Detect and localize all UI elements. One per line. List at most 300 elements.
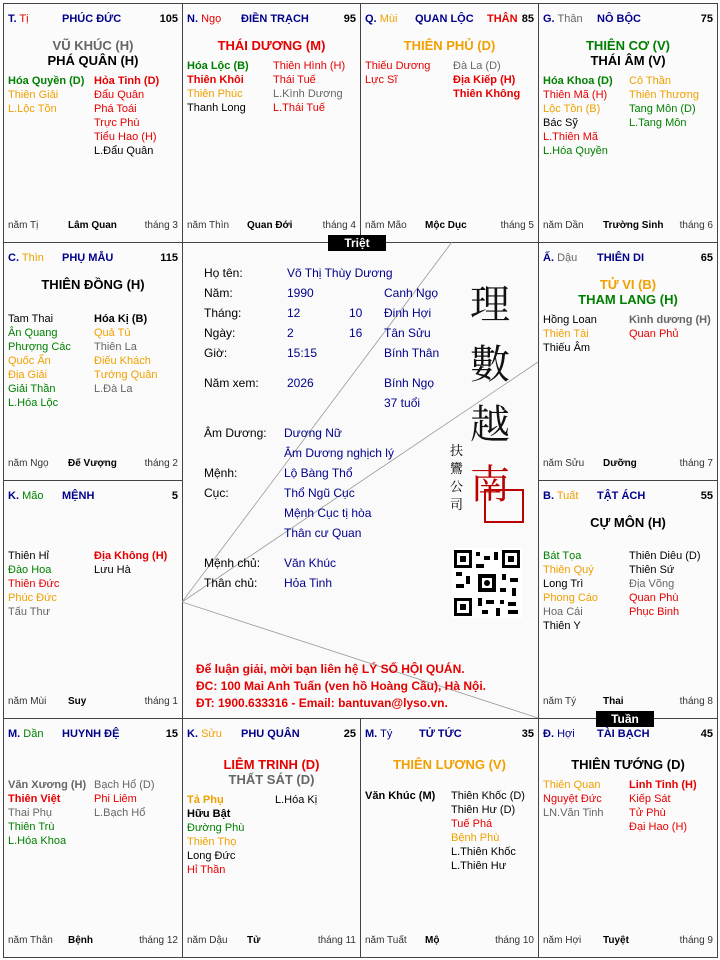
minor-star: Tử Phù <box>629 807 666 819</box>
ngay-can-chi: Tân Sửu <box>384 326 431 340</box>
palace-header <box>543 252 713 266</box>
minor-stars-right <box>94 312 158 396</box>
main-star: PHÁ QUÂN (H) <box>47 53 139 68</box>
minor-star: Hóa Lộc (B) <box>187 60 249 72</box>
minor-star: Tuế Phá <box>451 818 493 830</box>
am-duong-note: Âm Dương nghịch lý <box>284 446 394 460</box>
logo-side-text: 扶 鸞 公 司 <box>450 444 464 513</box>
stem-branch <box>187 728 222 740</box>
heavenly-stem: C. <box>8 252 19 264</box>
nam-value: 1990 <box>287 286 314 300</box>
main-star: THIÊN CƠ (V) <box>585 38 671 53</box>
month-label: tháng 5 <box>500 220 534 231</box>
minor-stars-right <box>94 74 159 158</box>
age-number: 25 <box>343 728 356 740</box>
ngay-label: Ngày: <box>204 326 236 340</box>
minor-star: Thiên Quý <box>543 564 594 576</box>
minor-star: Kiếp Sát <box>629 793 671 805</box>
earthly-branch: Mùi <box>379 13 398 25</box>
minor-stars-left <box>543 549 598 633</box>
minor-star: Hồng Loan <box>543 314 597 326</box>
minor-star: Thiếu Âm <box>543 342 591 354</box>
menh-chu-label: Mệnh chủ: <box>204 556 261 570</box>
month-label: tháng 2 <box>144 458 178 469</box>
than-chu-value: Hỏa Tinh <box>284 576 333 590</box>
palace-l2[interactable] <box>3 242 183 481</box>
month-label: tháng 3 <box>144 220 178 231</box>
house-name: TẬT ÁCH <box>597 490 646 502</box>
minor-star: Đường Phù <box>187 822 245 834</box>
main-star: LIÊM TRINH (D) <box>223 757 320 772</box>
minor-star: L.Hóa Lộc <box>8 397 59 409</box>
minor-star: Hóa Quyền (D) <box>8 75 85 87</box>
age-number: 105 <box>159 13 178 25</box>
main-star: CỰ MÔN (H) <box>590 515 666 530</box>
palace-footer <box>543 220 713 234</box>
stem-branch <box>365 728 392 740</box>
minor-star: Phong Cáo <box>543 592 599 604</box>
truong-sinh-stage: Lâm Quan <box>68 220 117 231</box>
year-label: năm Tị <box>8 220 39 231</box>
logo-char-4: 南 <box>470 462 510 508</box>
minor-star: L.Hóa Quyền <box>543 145 608 157</box>
month-label: tháng 10 <box>495 935 534 946</box>
palace-footer <box>365 220 534 234</box>
palace-r3[interactable] <box>538 480 718 719</box>
thang-can-chi: Đinh Hợi <box>384 306 432 320</box>
cuc-label: Cục: <box>204 486 229 500</box>
minor-star: L.Thiên Hư <box>451 860 507 872</box>
minor-stars-left <box>365 59 430 87</box>
year-label: năm Thìn <box>187 220 230 231</box>
heavenly-stem: M. <box>365 728 378 740</box>
house-name: NÔ BỘC <box>597 13 641 25</box>
minor-star: Thiên Hỉ <box>8 550 49 562</box>
earthly-branch: Thìn <box>21 252 44 264</box>
minor-stars-left <box>543 313 597 355</box>
minor-star: L.Hóa Kị <box>275 794 318 806</box>
minor-star: L.Thái Tuế <box>273 102 325 114</box>
minor-star: Thiên Không <box>453 88 521 100</box>
palace-header <box>543 13 713 27</box>
house-name: THIÊN DI <box>597 252 645 264</box>
stem-branch <box>187 13 221 25</box>
age-number: 65 <box>700 252 713 264</box>
age-number: 55 <box>700 490 713 502</box>
age-number: 35 <box>521 728 534 740</box>
month-label: tháng 1 <box>144 696 178 707</box>
year-label: năm Ngọ <box>8 458 49 469</box>
minor-star: Hỏa Tinh (D) <box>94 75 160 87</box>
minor-star: Hỉ Thần <box>187 864 226 876</box>
palace-footer <box>8 458 178 472</box>
menh-chu-value: Văn Khúc <box>284 556 337 570</box>
minor-star: Thiên Hư (D) <box>451 804 516 816</box>
truong-sinh-stage: Thai <box>603 696 624 707</box>
minor-star: Thiên Diêu (D) <box>629 550 701 562</box>
minor-stars-left <box>187 59 249 115</box>
palace-footer <box>187 935 356 949</box>
truong-sinh-stage: Mộ <box>425 935 440 946</box>
tuoi-value: 37 tuổi <box>384 396 421 410</box>
main-star: VŨ KHÚC (H) <box>52 38 134 53</box>
year-label: năm Mùi <box>8 696 47 707</box>
month-label: tháng 4 <box>322 220 356 231</box>
palace-footer <box>543 458 713 472</box>
minor-stars-left <box>8 778 86 848</box>
minor-star: Tấu Thư <box>8 606 51 618</box>
minor-star: Thiên Tài <box>543 328 589 340</box>
palace-header <box>8 728 178 742</box>
minor-star: Thiên Sứ <box>629 564 675 576</box>
earthly-branch: Tý <box>380 728 393 740</box>
minor-star: Thiên Giải <box>8 89 59 101</box>
palace-footer <box>365 935 534 949</box>
minor-star: Hữu Bật <box>187 808 231 820</box>
minor-star: Quan Phù <box>629 592 679 604</box>
truong-sinh-stage: Bệnh <box>68 935 93 946</box>
minor-star: Thiên Phúc <box>187 88 243 100</box>
age-number: 75 <box>700 13 713 25</box>
palace-footer <box>543 696 713 710</box>
truong-sinh-stage: Trường Sinh <box>603 220 664 231</box>
earthly-branch: Tị <box>19 13 29 25</box>
gio-label: Giờ: <box>204 346 228 360</box>
palace-footer <box>8 220 178 234</box>
minor-stars-right <box>453 59 520 101</box>
minor-star: Thiên Hình (H) <box>273 60 346 72</box>
heavenly-stem: G. <box>543 13 555 25</box>
house-name: MỆNH <box>62 490 95 502</box>
minor-star: Tam Thai <box>8 313 54 325</box>
minor-star: Thai Phụ <box>8 807 53 819</box>
minor-star: Long Trì <box>543 578 584 590</box>
minor-star: L.Đà La <box>94 383 133 395</box>
year-label: năm Dần <box>543 220 584 231</box>
am-duong-value: Dương Nữ <box>284 426 342 440</box>
main-star: THAM LANG (H) <box>578 292 678 307</box>
am-duong-label: Âm Dương: <box>204 426 267 440</box>
house-name: TÀI BẠCH <box>597 728 650 740</box>
minor-star: Phượng Các <box>8 341 71 353</box>
nam-xem-label: Năm xem: <box>204 376 259 390</box>
minor-star: Lộc Tồn (B) <box>543 103 601 115</box>
stem-branch <box>543 13 583 25</box>
than-chu-label: Thân chủ: <box>204 576 258 590</box>
logo-char-1: 理 <box>470 282 510 328</box>
month-label: tháng 11 <box>317 935 356 946</box>
heavenly-stem: Đ. <box>543 728 554 740</box>
main-star: THẤT SÁT (D) <box>228 772 315 787</box>
main-star: THÁI DƯƠNG (M) <box>217 38 326 53</box>
tuan-tag: Tuần <box>596 711 654 727</box>
palace-b3[interactable] <box>360 718 539 958</box>
palace-header <box>365 13 534 27</box>
minor-stars-left <box>8 74 84 116</box>
minor-star: Thanh Long <box>187 102 246 114</box>
palace-l3[interactable] <box>3 480 183 719</box>
minor-star: Thiên Việt <box>8 793 61 805</box>
nam-xem-can-chi: Bính Ngọ <box>384 376 435 390</box>
truong-sinh-stage: Mộc Dục <box>425 220 467 231</box>
year-label: năm Mão <box>365 220 407 231</box>
minor-star: Thiên La <box>94 341 137 353</box>
minor-star: Thiên Đức <box>8 578 60 590</box>
minor-star: LN.Văn Tinh <box>543 807 604 819</box>
minor-star: Địa Võng <box>629 578 675 590</box>
minor-star: Tướng Quân <box>94 369 158 381</box>
heavenly-stem: T. <box>8 13 17 25</box>
menh-label: Mệnh: <box>204 466 238 480</box>
contact-address: ĐC: 100 Mai Anh Tuấn (ven hồ Hoàng Cầu), Hà Nội. <box>196 679 487 693</box>
minor-stars-left <box>187 793 244 877</box>
minor-star: L.Hóa Khoa <box>8 835 67 847</box>
stem-branch <box>8 490 43 502</box>
earthly-branch: Mão <box>22 490 44 502</box>
minor-star: Thiên Y <box>543 620 581 632</box>
truong-sinh-stage: Quan Đới <box>247 220 293 231</box>
truong-sinh-stage: Dưỡng <box>603 458 637 469</box>
minor-star: Linh Tinh (H) <box>629 779 697 791</box>
main-star: TỬ VI (B) <box>599 277 657 292</box>
minor-stars-right <box>451 789 525 873</box>
minor-star: Trực Phù <box>94 117 140 129</box>
gio-can-chi: Bính Thân <box>384 346 440 360</box>
palace-header <box>187 728 356 742</box>
minor-star: Đẩu Quân <box>94 89 145 101</box>
minor-stars-right <box>629 313 711 341</box>
minor-star: Điếu Khách <box>94 355 151 367</box>
than-marker: THÂN <box>487 13 518 25</box>
minor-star: L.Thiên Khốc <box>451 846 516 858</box>
minor-star: Địa Giải <box>8 369 48 381</box>
age-number: 85 <box>521 13 534 25</box>
palace-bl[interactable] <box>3 718 183 958</box>
minor-star: Quả Tú <box>94 327 131 339</box>
month-label: tháng 12 <box>139 935 178 946</box>
minor-star: L.Thiên Mã <box>543 131 599 143</box>
house-name: PHU QUÂN <box>241 728 300 740</box>
minor-star: Hóa Khoa (D) <box>543 75 613 87</box>
minor-star: Thiếu Dương <box>365 60 431 72</box>
earthly-branch: Tuất <box>556 490 579 502</box>
minor-star: Lực Sĩ <box>365 74 398 86</box>
contact-line-1: Để luận giải, mời bạn liên hệ LÝ SỐ HỘI QUÁN. <box>196 662 465 676</box>
ho-ten-label: Họ tên: <box>204 266 243 280</box>
thang-label: Tháng: <box>204 306 242 320</box>
contact-phone-email[interactable]: ĐT: 1900.633316 - Email: bantuvan@lyso.vn. <box>196 696 448 710</box>
minor-stars-left <box>365 789 435 803</box>
house-name: PHỤ MẪU <box>62 252 114 264</box>
month-label: tháng 7 <box>679 458 713 469</box>
minor-star: Phúc Đức <box>8 592 57 604</box>
nam-can-chi: Canh Ngọ <box>384 286 439 300</box>
nam-label: Năm: <box>204 286 233 300</box>
minor-star: Bạch Hổ (D) <box>94 779 155 791</box>
minor-stars-right <box>94 549 167 577</box>
palace-br[interactable] <box>538 718 718 958</box>
month-label: tháng 9 <box>679 935 713 946</box>
age-number: 15 <box>165 728 178 740</box>
minor-star: Hoa Cái <box>543 606 583 618</box>
main-star: THIÊN PHỦ (D) <box>403 38 496 53</box>
minor-star: Thái Tuế <box>273 74 316 86</box>
minor-star: Phá Toái <box>94 103 137 115</box>
minor-stars-right <box>629 549 701 619</box>
earthly-branch: Sửu <box>201 728 222 740</box>
palace-header <box>8 13 178 27</box>
minor-stars-left <box>8 312 71 410</box>
house-name: TỬ TỨC <box>419 728 462 740</box>
minor-stars-left <box>8 549 59 619</box>
palace-tl[interactable] <box>3 3 183 243</box>
minor-star: Thiên Khốc (D) <box>451 790 525 802</box>
minor-star: Quốc Ấn <box>8 355 51 367</box>
house-name: PHÚC ĐỨC <box>62 13 122 25</box>
house-name: ĐIỀN TRẠCH <box>241 13 309 25</box>
stem-branch <box>365 13 397 25</box>
minor-stars-left <box>543 74 613 158</box>
palace-t2[interactable] <box>182 3 361 243</box>
year-label: năm Thân <box>8 935 53 946</box>
earthly-branch: Thân <box>557 13 583 25</box>
qr-code-icon[interactable] <box>452 548 522 618</box>
cuc-value: Thổ Ngũ Cục <box>284 486 355 500</box>
stem-branch <box>543 728 575 740</box>
palace-t3[interactable] <box>360 3 539 243</box>
truong-sinh-stage: Đế Vượng <box>68 458 117 469</box>
palace-header <box>187 13 356 27</box>
heavenly-stem: B. <box>543 490 554 502</box>
minor-star: Kình dương (H) <box>629 314 711 326</box>
year-label: năm Hợi <box>543 935 582 946</box>
main-star: THIÊN ĐỒNG (H) <box>41 277 145 292</box>
minor-star: Cô Thần <box>629 75 671 87</box>
heavenly-stem: Q. <box>365 13 377 25</box>
palace-footer <box>8 696 178 710</box>
age-number: 115 <box>160 252 178 264</box>
minor-stars-right <box>629 74 699 130</box>
year-label: năm Dậu <box>187 935 228 946</box>
ho-ten-value: Võ Thị Thùy Dương <box>287 266 393 280</box>
logo-char-3: 越 <box>470 402 510 448</box>
minor-star: L.Tang Môn <box>629 117 687 129</box>
minor-star: Địa Kiếp (H) <box>453 74 516 86</box>
truong-sinh-stage: Tử <box>247 935 261 946</box>
minor-star: Văn Xương (H) <box>8 779 87 791</box>
palace-tr[interactable] <box>538 3 718 243</box>
minor-star: Tang Môn (D) <box>629 103 696 115</box>
truong-sinh-stage: Tuyệt <box>603 935 629 946</box>
palace-header <box>365 728 534 742</box>
stem-branch <box>8 252 44 264</box>
palace-b2[interactable] <box>182 718 361 958</box>
palace-header <box>543 490 713 504</box>
minor-star: Đà La (D) <box>453 60 501 72</box>
heavenly-stem: N. <box>187 13 198 25</box>
minor-stars-right <box>275 793 317 807</box>
minor-star: Quan Phủ <box>629 328 679 340</box>
minor-star: Bệnh Phù <box>451 832 500 844</box>
minor-star: Tả Phụ <box>187 794 224 806</box>
minor-star: Bác Sỹ <box>543 117 578 129</box>
heavenly-stem: K. <box>187 728 198 740</box>
minor-star: Tiểu Hao (H) <box>94 131 157 143</box>
minor-star: L.Lộc Tồn <box>8 103 57 115</box>
palace-header <box>543 728 713 742</box>
palace-header <box>8 490 178 504</box>
triet-tag: Triệt <box>328 235 386 251</box>
thang-am-value: 10 <box>349 306 363 320</box>
minor-star: Thiên Khôi <box>187 74 244 86</box>
cuc-note: Mệnh Cục tị hòa <box>284 506 372 520</box>
minor-star: Phục Binh <box>629 606 680 618</box>
heavenly-stem: M. <box>8 728 21 740</box>
palace-footer <box>543 935 713 949</box>
minor-star: Nguyệt Đức <box>543 793 602 805</box>
main-star: THIÊN TƯỚNG (D) <box>571 757 685 772</box>
year-label: năm Tuất <box>365 935 407 946</box>
house-name: HUYNH ĐỆ <box>62 728 120 740</box>
minor-star: Thiên Thương <box>629 89 700 101</box>
year-label: năm Tý <box>543 696 577 707</box>
month-label: tháng 6 <box>679 220 713 231</box>
earthly-branch: Ngọ <box>201 13 222 25</box>
palace-header <box>8 252 178 266</box>
minor-star: Lưu Hà <box>94 564 131 576</box>
minor-star: Thiên Thọ <box>187 836 237 848</box>
palace-r2[interactable] <box>538 242 718 481</box>
nam-xem-value: 2026 <box>287 376 314 390</box>
truong-sinh-stage: Suy <box>68 696 87 707</box>
main-star: THÁI ÂM (V) <box>590 53 666 68</box>
minor-star: Giải Thần <box>8 383 56 395</box>
age-number: 45 <box>700 728 713 740</box>
minor-star: Đại Hao (H) <box>629 821 688 833</box>
minor-stars-right <box>629 778 697 834</box>
minor-star: Hóa Kị (B) <box>94 313 148 325</box>
gio-value: 15:15 <box>287 346 318 360</box>
minor-star: Bát Tọa <box>543 550 582 562</box>
minor-star: Ân Quang <box>8 327 58 339</box>
minor-star: Thiên Trù <box>8 821 55 833</box>
thang-value: 12 <box>287 306 301 320</box>
minor-star: Thiên Mã (H) <box>543 89 608 101</box>
minor-star: Địa Không (H) <box>94 550 168 562</box>
minor-star: Văn Khúc (M) <box>365 790 436 802</box>
house-name: QUAN LỘC <box>415 13 474 25</box>
stem-branch <box>543 490 578 502</box>
ngay-value: 2 <box>287 326 294 340</box>
menh-value: Lộ Bàng Thổ <box>284 466 353 480</box>
minor-stars-left <box>543 778 604 820</box>
than-cu-note: Thân cư Quan <box>284 526 362 540</box>
month-label: tháng 8 <box>679 696 713 707</box>
year-label: năm Sửu <box>543 458 585 469</box>
earthly-branch: Hợi <box>557 728 575 740</box>
horoscope-chart <box>3 3 717 957</box>
minor-star: Phi Liêm <box>94 793 137 805</box>
seal-stamp <box>484 489 524 523</box>
minor-star: Long Đức <box>187 850 236 862</box>
minor-star: Thiên Quan <box>543 779 601 791</box>
minor-star: L.Kình Dương <box>273 88 343 100</box>
minor-star: L.Đẩu Quân <box>94 145 154 157</box>
age-number: 95 <box>343 13 356 25</box>
age-number: 5 <box>171 490 178 502</box>
ngay-am-value: 16 <box>349 326 363 340</box>
minor-star: L.Bạch Hổ <box>94 807 146 819</box>
